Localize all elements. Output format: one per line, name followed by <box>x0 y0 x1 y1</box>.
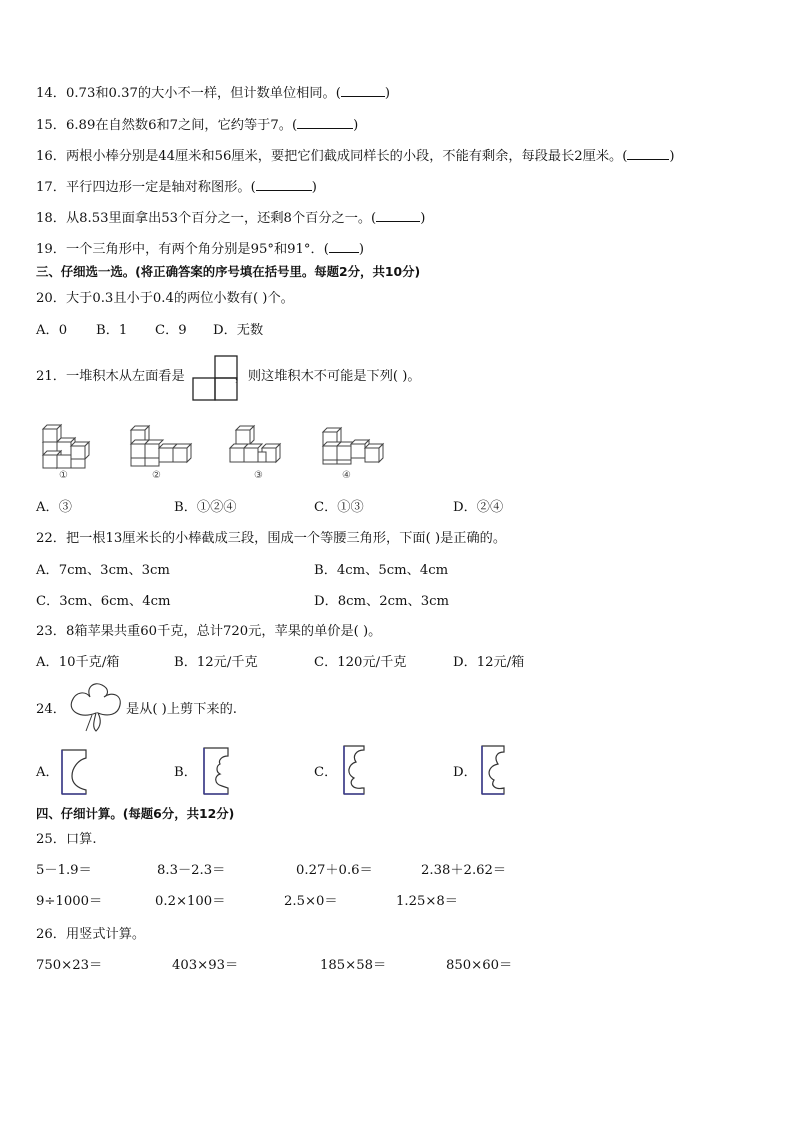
calc-item: 0.27＋0.6＝ <box>296 863 373 878</box>
option-a-shape <box>60 746 90 798</box>
figure-label-1: ① <box>59 470 68 481</box>
calc-item: 850×60＝ <box>446 958 513 973</box>
option-d[interactable]: D．无数 <box>213 323 264 338</box>
option-d[interactable]: D．12元/箱 <box>453 655 525 670</box>
question-21: 21．一堆积木从左面看是 ，则这堆积木不可能是下列( )。 <box>36 369 421 384</box>
option-c[interactable]: C．3cm、6cm、4cm <box>36 594 171 609</box>
figure-label-4: ④ <box>342 470 351 481</box>
question-23: 23．8箱苹果共重60千克，总计720元，苹果的单价是( )。 <box>36 624 382 639</box>
answer-blank[interactable] <box>376 207 420 222</box>
flower-cutout-figure <box>66 683 126 739</box>
option-c[interactable]: C．120元/千克 <box>314 655 407 670</box>
answer-blank[interactable] <box>256 176 312 191</box>
option-b[interactable]: B． <box>174 765 197 780</box>
option-d[interactable]: D． <box>453 765 477 780</box>
question-22: 22．把一根13厘米长的小棒截成三段，围成一个等腰三角形，下面( )是正确的。 <box>36 531 507 546</box>
block-figure-1 <box>40 424 100 482</box>
left-view-figure <box>193 356 241 400</box>
option-a[interactable]: A．0 <box>36 323 68 338</box>
option-b[interactable]: B．12元/千克 <box>174 655 258 670</box>
answer-blank[interactable] <box>329 238 359 253</box>
question-15: 15．6.89在自然数6和7之间，它约等于7。( ) <box>36 114 358 135</box>
answer-blank[interactable] <box>297 114 353 129</box>
calc-item: 2.38＋2.62＝ <box>421 863 507 878</box>
option-a[interactable]: A．10千克/箱 <box>36 655 120 670</box>
figure-label-2: ② <box>152 470 161 481</box>
calc-item: 0.2×100＝ <box>155 894 226 909</box>
question-17: 17．平行四边形一定是轴对称图形。( ) <box>36 176 317 197</box>
block-figure-4 <box>320 424 386 482</box>
question-25: 25．口算. <box>36 832 97 847</box>
calc-item: 185×58＝ <box>320 958 387 973</box>
calc-item: 750×23＝ <box>36 958 103 973</box>
calc-item: 8.3－2.3＝ <box>157 863 226 878</box>
calc-item: 2.5×0＝ <box>284 894 338 909</box>
question-14: 14．0.73和0.37的大小不一样，但计数单位相同。( ) <box>36 82 390 103</box>
option-b[interactable]: B．①②④ <box>174 500 237 515</box>
calc-item: 1.25×8＝ <box>396 894 458 909</box>
calc-item: 9÷1000＝ <box>36 894 103 909</box>
option-b[interactable]: B．1 <box>96 323 128 338</box>
option-b-shape <box>200 744 234 798</box>
option-d[interactable]: D．②④ <box>453 500 504 515</box>
option-a[interactable]: A． <box>36 765 59 780</box>
option-d[interactable]: D．8cm、2cm、3cm <box>314 594 449 609</box>
section-4-title: 四、仔细计算。(每题6分，共12分) <box>36 806 235 821</box>
section-3-title: 三、仔细选一选。(将正确答案的序号填在括号里。每题2分，共10分) <box>36 264 421 279</box>
question-18: 18．从8.53里面拿出53个百分之一，还剩8个百分之一。( ) <box>36 207 425 228</box>
option-c[interactable]: C． <box>314 765 338 780</box>
question-16: 16．两根小棒分别是44厘米和56厘米，要把它们截成同样长的小段，不能有剩余，每段最长2厘米。( ) <box>36 145 675 166</box>
calc-item: 5－1.9＝ <box>36 863 92 878</box>
answer-blank[interactable] <box>341 82 385 97</box>
option-c[interactable]: C．①③ <box>314 500 364 515</box>
option-c-shape <box>340 742 374 798</box>
option-b[interactable]: B．4cm、5cm、4cm <box>314 563 449 578</box>
question-20: 20．大于0.3且小于0.4的两位小数有( )个。 <box>36 291 294 306</box>
option-a[interactable]: A．7cm、3cm、3cm <box>36 563 170 578</box>
answer-blank[interactable] <box>627 145 669 160</box>
calc-item: 403×93＝ <box>172 958 239 973</box>
option-c[interactable]: C．9 <box>155 323 187 338</box>
option-a[interactable]: A．③ <box>36 500 72 515</box>
block-figure-2 <box>128 424 198 482</box>
option-d-shape <box>478 742 512 798</box>
question-19: 19．一个三角形中，有两个角分别是95°和91°．( ) <box>36 238 364 259</box>
figure-label-3: ③ <box>254 470 263 481</box>
question-24: 24． 是从( )上剪下来的. <box>36 702 237 717</box>
question-26: 26．用竖式计算。 <box>36 927 146 942</box>
block-figure-3 <box>228 424 294 482</box>
